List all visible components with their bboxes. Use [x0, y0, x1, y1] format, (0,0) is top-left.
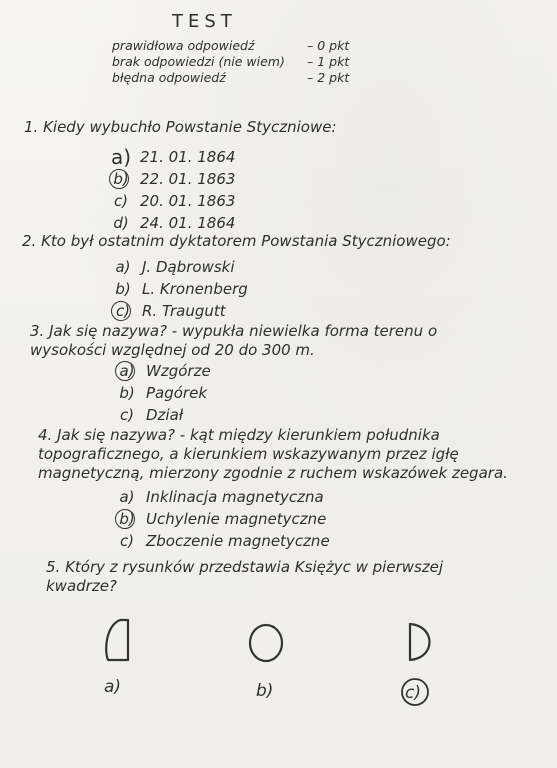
option-text: 21. 01. 1864 — [140, 148, 236, 166]
option-text: Wzgórze — [146, 362, 211, 380]
moon-drawing-a[interactable] — [106, 620, 128, 660]
question-text: 5. Który z rysunków przedstawia Księżyc w pierwszej kwadrze? — [46, 558, 444, 595]
moon-label-c: c) — [405, 683, 421, 703]
option-text: 24. 01. 1864 — [140, 214, 236, 232]
option-letter: a) — [110, 145, 132, 169]
question-1 — [24, 118, 524, 137]
question-4 — [38, 426, 538, 483]
moon-label-b: b) — [256, 681, 274, 701]
question-2 — [22, 232, 542, 251]
option-text: 20. 01. 1863 — [140, 192, 236, 210]
scoring-row — [112, 54, 387, 70]
moon-phase-drawings — [0, 600, 557, 720]
option-text: L. Kronenberg — [142, 280, 248, 298]
scoring-row — [112, 38, 387, 54]
option-letter: c) — [113, 192, 129, 210]
option-b[interactable] — [114, 508, 330, 530]
option-c[interactable] — [110, 300, 248, 322]
scoring-legend — [112, 38, 387, 86]
option-letter: c) — [119, 532, 135, 550]
option-text: Uchylenie magnetyczne — [146, 510, 327, 528]
option-text: R. Traugutt — [142, 302, 226, 320]
question-5 — [46, 558, 506, 596]
moon-drawing-b[interactable] — [250, 625, 282, 661]
option-letter: c) — [119, 406, 135, 424]
option-letter-circled: c) — [110, 302, 136, 320]
moon-drawing-c[interactable] — [410, 624, 430, 660]
option-letter: d) — [113, 214, 129, 232]
option-b[interactable] — [110, 278, 248, 300]
option-text: Dział — [146, 406, 184, 424]
scoring-label: prawidłowa odpowiedź — [112, 38, 255, 53]
option-c[interactable] — [114, 404, 211, 426]
scoring-label: brak odpowiedzi (nie wiem) — [112, 54, 285, 69]
option-letter-circled: b) — [114, 510, 140, 528]
option-c[interactable] — [108, 190, 235, 212]
option-letter-circled: a) — [114, 362, 140, 380]
question-1-options — [108, 146, 235, 234]
option-a[interactable] — [114, 360, 211, 382]
question-2-options — [110, 256, 248, 322]
question-text: 2. Kto był ostatnim dyktatorem Powstania Styczniowego: — [22, 232, 451, 250]
option-letter: a) — [115, 258, 131, 276]
question-3 — [30, 322, 490, 360]
question-text: 3. Jak się nazywa? - wypukła niewielka forma terenu o wysokości względnej od 20 do 300 m. — [30, 322, 438, 359]
question-3-options — [114, 360, 211, 426]
option-a[interactable] — [108, 146, 235, 168]
option-text: Zboczenie magnetyczne — [146, 532, 330, 550]
question-text: 4. Jak się nazywa? - kąt między kierunkiem południka topograficznego, a kierunkiem wskazywanym przez igłę magnetyczną, mierzony zgodnie z ruchem wskazówek zegara. — [38, 426, 508, 482]
scoring-label: błędna odpowiedź — [112, 70, 226, 85]
option-letter: b) — [115, 280, 131, 298]
option-a[interactable] — [110, 256, 248, 278]
option-letter: b) — [119, 384, 135, 402]
option-d[interactable] — [108, 212, 235, 234]
option-text: 22. 01. 1863 — [140, 170, 236, 188]
question-text: 1. Kiedy wybuchło Powstanie Styczniowe: — [24, 118, 337, 136]
option-b[interactable] — [108, 168, 235, 190]
option-c[interactable] — [114, 530, 330, 552]
option-text: Inklinacja magnetyczna — [146, 488, 324, 506]
option-text: Pagórek — [146, 384, 208, 402]
scoring-value: – 0 pkt — [307, 38, 350, 53]
option-letter-circled: b) — [108, 170, 134, 188]
scoring-value: – 1 pkt — [307, 54, 350, 69]
question-4-options — [114, 486, 330, 552]
scoring-row — [112, 70, 387, 86]
option-a[interactable] — [114, 486, 330, 508]
scoring-value: – 2 pkt — [307, 70, 350, 85]
page-title: TEST — [172, 11, 237, 32]
option-b[interactable] — [114, 382, 211, 404]
option-text: J. Dąbrowski — [142, 258, 235, 276]
moon-label-a: a) — [104, 677, 122, 697]
option-letter: a) — [119, 488, 135, 506]
